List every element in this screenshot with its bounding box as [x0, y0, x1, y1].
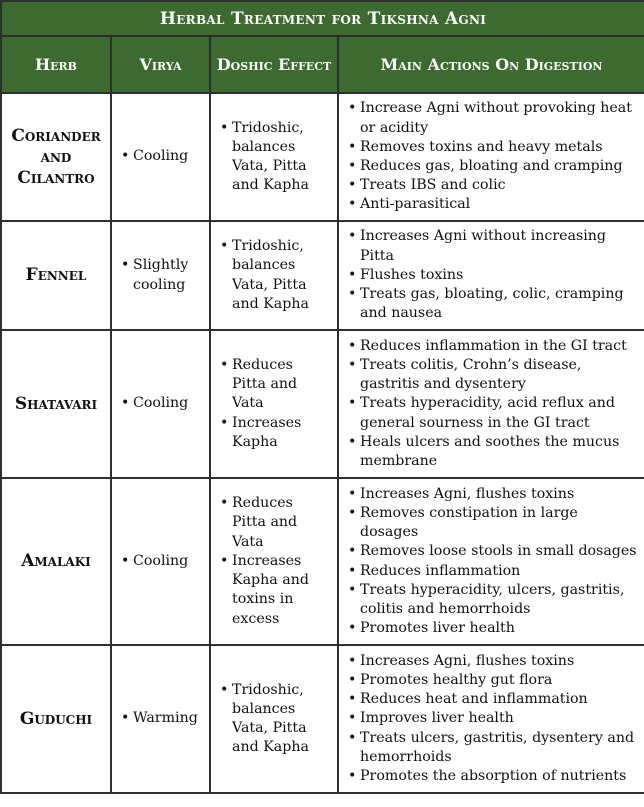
table-title-row: [1, 1, 644, 36]
herb-name: Shatavari: [1, 330, 111, 478]
herb-name: Fennel: [1, 221, 111, 330]
virya-cell: [111, 330, 210, 478]
action-item: • Treats hyperacidity, acid reflux and general sourness in the GI tract: [347, 394, 640, 432]
doshic-cell: [210, 330, 338, 478]
action-item: • Reduces heat and inflammation: [347, 690, 640, 709]
header-main-actions: Main Actions On Digestion: [338, 36, 644, 93]
actions-cell: [338, 330, 644, 478]
doshic-item: • Increases Kapha: [219, 414, 331, 452]
action-item: • Treats ulcers, gastritis, dysentery and hemorrhoids: [347, 729, 640, 767]
action-item: • Removes loose stools in small dosages: [347, 542, 640, 561]
actions-cell: [338, 645, 644, 793]
action-item: • Treats gas, bloating, colic, cramping and nausea: [347, 285, 640, 323]
action-item: • Increases Agni, flushes toxins: [347, 485, 640, 504]
doshic-item: • Tridoshic, balances Vata, Pitta and Kapha: [219, 237, 331, 314]
header-virya: Virya: [111, 36, 210, 93]
action-item: • Reduces gas, bloating and cramping: [347, 157, 640, 176]
action-item: • Treats colitis, Crohn’s disease, gastritis and dysentery: [347, 356, 640, 394]
action-item: • Treats hyperacidity, ulcers, gastritis, colitis and hemorrhoids: [347, 581, 640, 619]
doshic-cell: [210, 645, 338, 793]
virya-item: • Warming: [120, 709, 203, 728]
table-row: [1, 221, 644, 330]
doshic-item: • Reduces Pitta and Vata: [219, 494, 331, 552]
doshic-cell: [210, 93, 338, 221]
action-item: • Flushes toxins: [347, 266, 640, 285]
action-item: • Increases Agni without increasing Pitta: [347, 227, 640, 265]
virya-cell: [111, 93, 210, 221]
table-row: [1, 330, 644, 478]
action-item: • Improves liver health: [347, 709, 640, 728]
doshic-cell: [210, 478, 338, 645]
virya-item: • Cooling: [120, 552, 203, 571]
action-item: • Removes toxins and heavy metals: [347, 138, 640, 157]
column-header-row: [1, 36, 644, 93]
herb-name: Coriander and Cilantro: [1, 93, 111, 221]
header-doshic-effect: Doshic Effect: [210, 36, 338, 93]
doshic-item: • Tridoshic, balances Vata, Pitta and Kapha: [219, 681, 331, 758]
action-item: • Removes constipation in large dosages: [347, 504, 640, 542]
table-row: [1, 645, 644, 793]
virya-cell: [111, 221, 210, 330]
table-row: [1, 478, 644, 645]
actions-cell: [338, 93, 644, 221]
actions-cell: [338, 221, 644, 330]
action-item: • Heals ulcers and soothes the mucus membrane: [347, 433, 640, 471]
action-item: • Promotes the absorption of nutrients: [347, 767, 640, 786]
action-item: • Reduces inflammation: [347, 562, 640, 581]
action-item: • Treats IBS and colic: [347, 176, 640, 195]
action-item: • Increases Agni, flushes toxins: [347, 652, 640, 671]
herb-name: Guduchi: [1, 645, 111, 793]
action-item: • Increase Agni without provoking heat or acidity: [347, 99, 640, 137]
header-herb: Herb: [1, 36, 111, 93]
actions-cell: [338, 478, 644, 645]
doshic-item: • Tridoshic, balances Vata, Pitta and Kapha: [219, 119, 331, 196]
action-item: • Promotes healthy gut flora: [347, 671, 640, 690]
virya-item: • Cooling: [120, 147, 203, 166]
virya-item: • Cooling: [120, 394, 203, 413]
virya-item: • Slightly cooling: [120, 256, 203, 294]
action-item: • Promotes liver health: [347, 619, 640, 638]
action-item: • Reduces inflammation in the GI tract: [347, 337, 640, 356]
virya-cell: [111, 645, 210, 793]
virya-cell: [111, 478, 210, 645]
herb-name: Amalaki: [1, 478, 111, 645]
doshic-item: • Increases Kapha and toxins in excess: [219, 552, 331, 629]
table-title: Herbal Treatment for Tikshna Agni: [1, 1, 644, 36]
table-row: [1, 93, 644, 221]
action-item: • Anti-parasitical: [347, 195, 640, 214]
doshic-item: • Reduces Pitta and Vata: [219, 356, 331, 414]
doshic-cell: [210, 221, 338, 330]
